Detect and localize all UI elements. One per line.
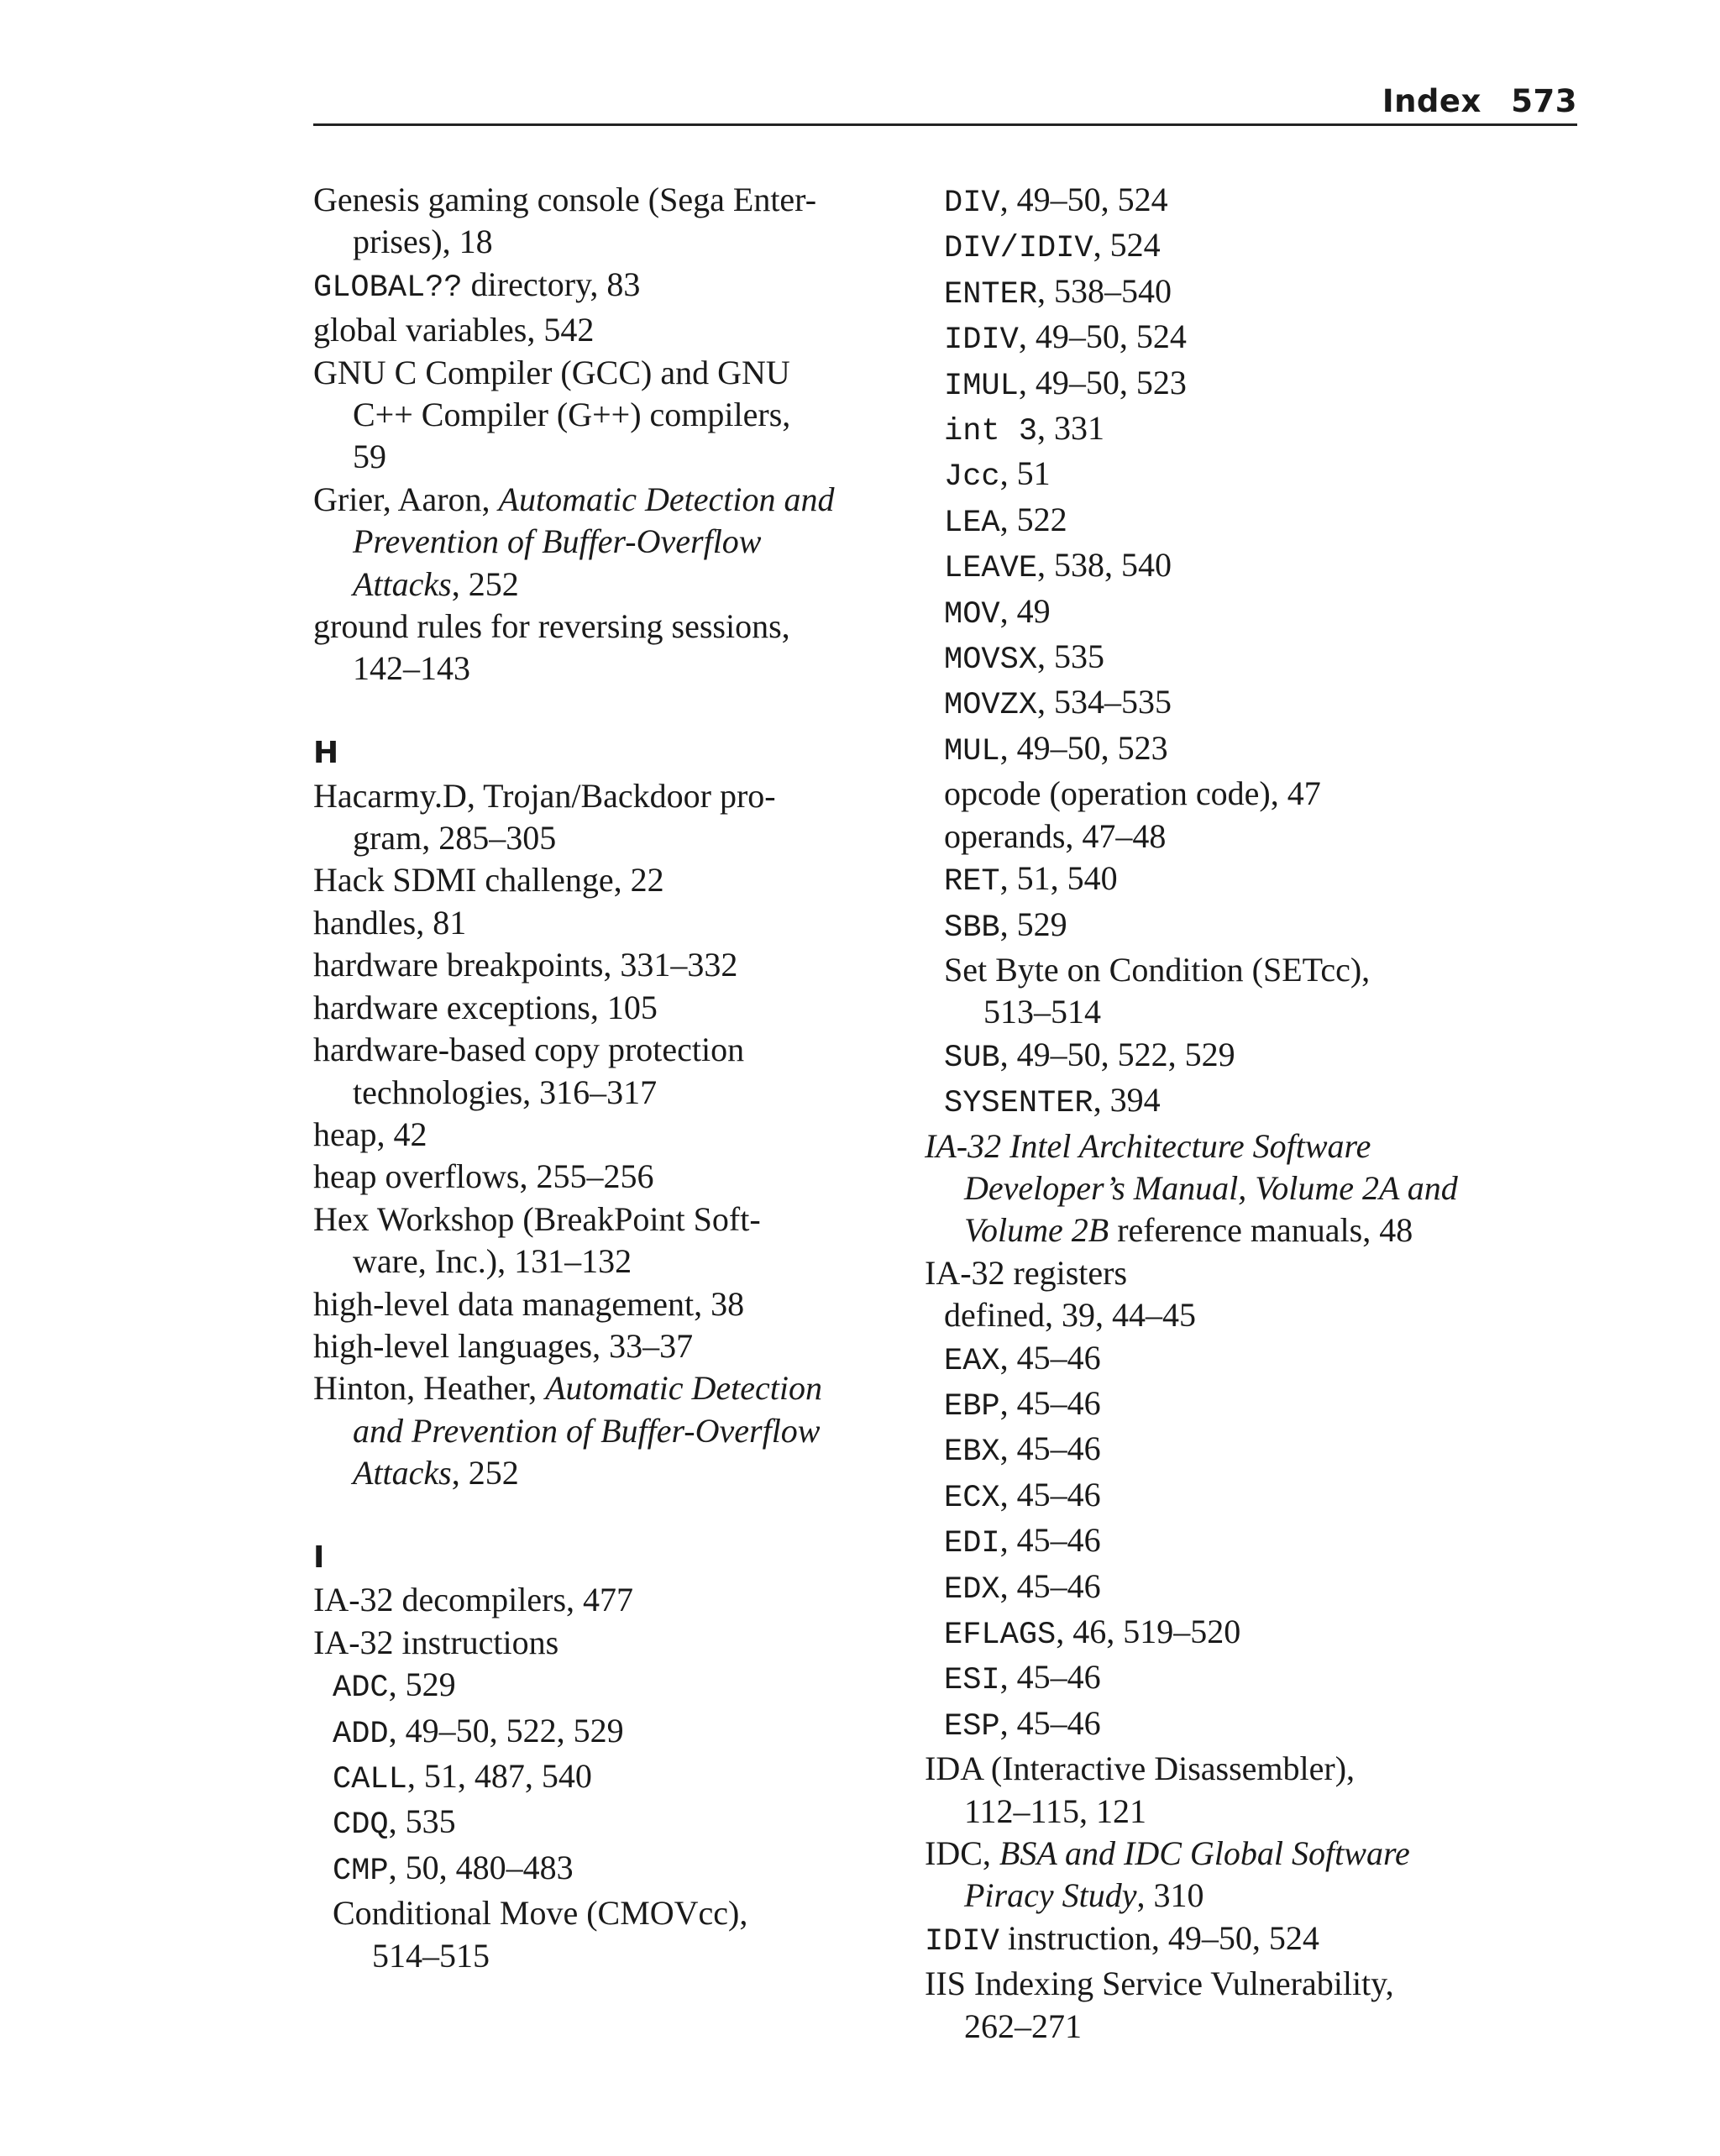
index-entry <box>313 1072 901 1114</box>
entry-text: , 45–46 <box>999 1703 1101 1742</box>
index-entry <box>925 2006 1546 2048</box>
index-entry <box>925 453 1546 498</box>
index-entry <box>925 1875 1546 1917</box>
index-entry <box>925 816 1546 858</box>
index-entry <box>313 352 901 394</box>
index-column-right <box>925 179 1546 2048</box>
code-term: GLOBAL?? <box>313 270 463 306</box>
code-term: SYSENTER <box>944 1086 1093 1122</box>
index-entry <box>313 775 901 817</box>
code-term: ENTER <box>944 276 1038 312</box>
entry-text: 112–115, 121 <box>964 1791 1147 1830</box>
entry-text: , 394 <box>1093 1081 1161 1120</box>
entry-text: hardware breakpoints, 331–332 <box>313 946 738 984</box>
index-entry <box>313 1114 901 1156</box>
entry-text: GNU C Compiler (GCC) and GNU <box>313 353 790 391</box>
index-entry <box>925 1566 1546 1611</box>
index-entry <box>925 1702 1546 1748</box>
code-term: LEAVE <box>944 551 1038 587</box>
entry-text: Grier, Aaron, <box>313 480 499 518</box>
index-entry <box>925 1034 1546 1079</box>
entry-text: , 49 <box>999 591 1051 630</box>
index-entry <box>925 1474 1546 1519</box>
index-entry <box>925 1337 1546 1382</box>
entry-text: heap overflows, 255–256 <box>313 1157 654 1196</box>
index-entry <box>925 636 1546 681</box>
title-text: Automatic Detection and <box>498 480 835 518</box>
index-entry <box>925 1209 1546 1251</box>
index-entry <box>925 1917 1546 1963</box>
code-term: EBP <box>944 1388 1000 1424</box>
code-term: Jcc <box>944 459 1000 496</box>
page-number: 573 <box>1511 83 1577 119</box>
entry-text: , 524 <box>1093 226 1161 265</box>
index-entry <box>925 362 1546 407</box>
entry-text: , 45–46 <box>999 1521 1101 1560</box>
code-term: CMP <box>333 1853 389 1889</box>
section-spacer <box>313 690 901 732</box>
index-entry <box>925 544 1546 590</box>
index-entry <box>313 859 901 901</box>
entry-text: instruction, 49–50, 524 <box>999 1918 1319 1957</box>
entry-text: IDA (Interactive Disassembler), <box>925 1749 1356 1788</box>
entry-text: gram, 285–305 <box>353 819 557 858</box>
entry-text: , 46, 519–520 <box>1056 1613 1241 1650</box>
index-entry <box>313 1935 901 1977</box>
code-term: ADC <box>333 1671 389 1707</box>
entry-text: , 538–540 <box>1037 271 1172 310</box>
entry-text: , 535 <box>388 1802 456 1841</box>
title-text: Automatic Detection <box>545 1369 822 1408</box>
code-term: MOVZX <box>944 688 1038 724</box>
index-entry <box>313 1325 901 1367</box>
entry-text: , 49–50, 524 <box>1018 317 1187 356</box>
title-text: Volume 2B <box>964 1211 1109 1250</box>
entry-text: IA-32 instructions <box>313 1623 559 1661</box>
index-entry <box>925 773 1546 815</box>
index-entry <box>925 1833 1546 1875</box>
code-term: IDIV <box>925 1923 999 1959</box>
index-entry <box>313 264 901 309</box>
index-entry <box>313 394 901 436</box>
index-entry <box>313 1579 901 1621</box>
entry-text: reference manuals, 48 <box>1109 1211 1413 1250</box>
entry-text: IIS Indexing Service Vulnerability, <box>925 1965 1394 2003</box>
title-text: and Prevention of Buffer-Overflow <box>353 1411 821 1450</box>
index-entry <box>925 858 1546 903</box>
entry-text: , 45–46 <box>999 1383 1101 1422</box>
title-text: Developer’s Manual, Volume 2A and <box>964 1168 1458 1207</box>
code-term: SBB <box>944 910 1000 946</box>
entry-text: , 51, 487, 540 <box>406 1757 592 1795</box>
index-entry <box>313 902 901 944</box>
code-term: SUB <box>944 1040 1000 1076</box>
index-entry <box>313 944 901 986</box>
entry-text: , 49–50, 522, 529 <box>388 1711 624 1749</box>
index-entry <box>313 1367 901 1409</box>
entry-text: , 51, 540 <box>999 859 1118 898</box>
code-term: EBX <box>944 1435 1000 1471</box>
index-entry <box>925 1125 1546 1167</box>
code-term: ESP <box>944 1708 1000 1744</box>
index-entry <box>313 1156 901 1198</box>
code-term: ESI <box>944 1663 1000 1699</box>
entry-text: , 535 <box>1037 637 1105 676</box>
code-term: EAX <box>944 1343 1000 1379</box>
index-entry <box>313 521 901 563</box>
index-entry <box>925 1519 1546 1565</box>
index-entry <box>313 309 901 351</box>
entry-text: Conditional Move (CMOVcc), <box>333 1894 748 1933</box>
index-entry <box>313 1755 901 1801</box>
entry-text: , 529 <box>388 1666 456 1704</box>
index-entry <box>313 817 901 859</box>
entry-text: technologies, 316–317 <box>353 1073 658 1111</box>
index-entry <box>313 221 901 263</box>
index-entry <box>313 1283 901 1325</box>
index-entry <box>313 436 901 478</box>
entry-text: 262–271 <box>964 2006 1082 2045</box>
index-entry <box>313 1847 901 1892</box>
index-entry <box>925 1252 1546 1294</box>
entry-text: 142–143 <box>353 649 470 688</box>
index-column-left <box>313 179 901 1977</box>
entry-text: global variables, 542 <box>313 311 595 349</box>
title-text: Attacks <box>353 564 452 603</box>
code-term: RET <box>944 864 1000 900</box>
entry-text: heap, 42 <box>313 1115 427 1153</box>
index-entry <box>925 904 1546 949</box>
entry-text: IA-32 decompilers, 477 <box>313 1581 634 1619</box>
entry-text: , 45–46 <box>999 1566 1101 1605</box>
code-term: int 3 <box>944 414 1038 450</box>
code-term: CALL <box>333 1762 407 1797</box>
index-entry <box>925 949 1546 991</box>
entry-text: , 529 <box>999 905 1067 943</box>
entry-text: , 45–46 <box>999 1658 1101 1697</box>
index-entry <box>313 1452 901 1494</box>
index-entry <box>925 1294 1546 1336</box>
entry-text: , 45–46 <box>999 1338 1101 1377</box>
index-entry <box>313 1710 901 1755</box>
index-entry <box>313 1410 901 1452</box>
running-head <box>1382 83 1577 119</box>
entry-text: defined, 39, 44–45 <box>944 1296 1196 1335</box>
index-entry <box>313 1029 901 1071</box>
title-text: BSA and IDC Global Software <box>999 1834 1410 1873</box>
letter-heading: I <box>313 1540 325 1575</box>
index-entry <box>925 727 1546 773</box>
entry-text: Hinton, Heather, <box>313 1369 546 1408</box>
index-entry <box>925 499 1546 544</box>
index-entry <box>925 1079 1546 1125</box>
index-entry <box>313 1241 901 1283</box>
entry-text: , 331 <box>1037 409 1105 448</box>
entry-text: , 534–535 <box>1037 683 1172 721</box>
code-term: MOVSX <box>944 643 1038 679</box>
index-entry <box>925 590 1546 636</box>
index-entry <box>925 179 1546 224</box>
entry-text: IA-32 registers <box>925 1253 1128 1292</box>
section-title: Index <box>1382 83 1481 119</box>
title-text: Attacks <box>353 1454 452 1492</box>
entry-text: , 50, 480–483 <box>388 1848 574 1886</box>
index-entry <box>925 1167 1546 1209</box>
index-entry <box>925 316 1546 361</box>
entry-text: IDC, <box>925 1834 999 1873</box>
index-entry <box>313 1801 901 1846</box>
code-term: LEA <box>944 505 1000 541</box>
index-entry <box>313 564 901 606</box>
code-term: IMUL <box>944 368 1019 404</box>
entry-text: , 252 <box>451 564 519 603</box>
entry-text: operands, 47–48 <box>944 816 1167 855</box>
entry-text: directory, 83 <box>462 265 641 303</box>
index-entry <box>313 1199 901 1241</box>
code-term: EFLAGS <box>944 1618 1057 1653</box>
entry-text: hardware exceptions, 105 <box>313 988 658 1026</box>
entry-text: ground rules for reversing sessions, <box>313 607 790 646</box>
entry-text: Set Byte on Condition (SETcc), <box>944 950 1371 989</box>
index-entry <box>925 1748 1546 1790</box>
entry-text: Hacarmy.D, Trojan/Backdoor pro- <box>313 776 776 815</box>
index-entry <box>925 1428 1546 1473</box>
entry-text: prises), 18 <box>353 223 493 261</box>
index-entry <box>925 681 1546 727</box>
entry-text: Hex Workshop (BreakPoint Soft- <box>313 1199 761 1238</box>
entry-text: , 45–46 <box>999 1429 1101 1468</box>
entry-text: , 51 <box>999 454 1051 493</box>
index-entry <box>925 1791 1546 1833</box>
entry-text: opcode (operation code), 47 <box>944 774 1321 813</box>
code-term: CDQ <box>333 1807 389 1844</box>
entry-text: , 49–50, 523 <box>999 728 1168 767</box>
index-entry <box>313 987 901 1029</box>
code-term: IDIV <box>944 323 1019 359</box>
entry-text: , 49–50, 522, 529 <box>999 1035 1235 1073</box>
code-term: MOV <box>944 596 1000 632</box>
index-entry <box>925 991 1546 1033</box>
index-entry <box>313 1664 901 1709</box>
letter-heading: H <box>313 736 339 771</box>
entry-text: , 522 <box>999 500 1067 538</box>
code-term: ECX <box>944 1480 1000 1516</box>
entry-text: Hack SDMI challenge, 22 <box>313 861 664 900</box>
index-entry <box>313 648 901 690</box>
entry-text: , 45–46 <box>999 1475 1101 1513</box>
entry-text: 513–514 <box>983 993 1101 1031</box>
section-spacer <box>313 1495 901 1537</box>
index-entry <box>925 1382 1546 1428</box>
entry-text: C++ Compiler (G++) compilers, <box>353 396 791 434</box>
index-entry <box>925 407 1546 453</box>
entry-text: high-level data management, 38 <box>313 1284 745 1323</box>
code-term: EDI <box>944 1526 1000 1562</box>
title-text: IA-32 Intel Architecture Software <box>925 1126 1371 1165</box>
title-text: Prevention of Buffer-Overflow <box>353 522 762 561</box>
index-entry <box>313 606 901 648</box>
index-entry <box>925 270 1546 316</box>
index-entry <box>313 1622 901 1664</box>
entry-text: 514–515 <box>372 1936 490 1975</box>
index-entry <box>313 479 901 521</box>
title-text: Piracy Study <box>964 1876 1137 1915</box>
entry-text: , 49–50, 523 <box>1018 363 1187 401</box>
page-header <box>313 80 1577 126</box>
index-entry <box>925 1656 1546 1702</box>
entry-text: hardware-based copy protection <box>313 1031 745 1069</box>
entry-text: ware, Inc.), 131–132 <box>353 1242 632 1281</box>
entry-text: 59 <box>353 438 386 476</box>
code-term: DIV/IDIV <box>944 231 1093 267</box>
index-entry <box>925 224 1546 270</box>
index-entry <box>313 179 901 221</box>
entry-text: Genesis gaming console (Sega Enter- <box>313 181 817 218</box>
code-term: MUL <box>944 733 1000 769</box>
index-entry <box>925 1611 1546 1656</box>
entry-text: , 49–50, 524 <box>999 181 1168 218</box>
entry-text: , 538, 540 <box>1037 546 1172 585</box>
code-term: EDX <box>944 1571 1000 1608</box>
entry-text: , 310 <box>1136 1876 1204 1915</box>
index-entry <box>313 1892 901 1934</box>
entry-text: , 252 <box>451 1454 519 1492</box>
code-term: ADD <box>333 1716 389 1752</box>
entry-text: handles, 81 <box>313 903 467 942</box>
index-entry <box>925 1963 1546 2005</box>
code-term: DIV <box>944 186 1000 221</box>
entry-text: high-level languages, 33–37 <box>313 1326 694 1365</box>
